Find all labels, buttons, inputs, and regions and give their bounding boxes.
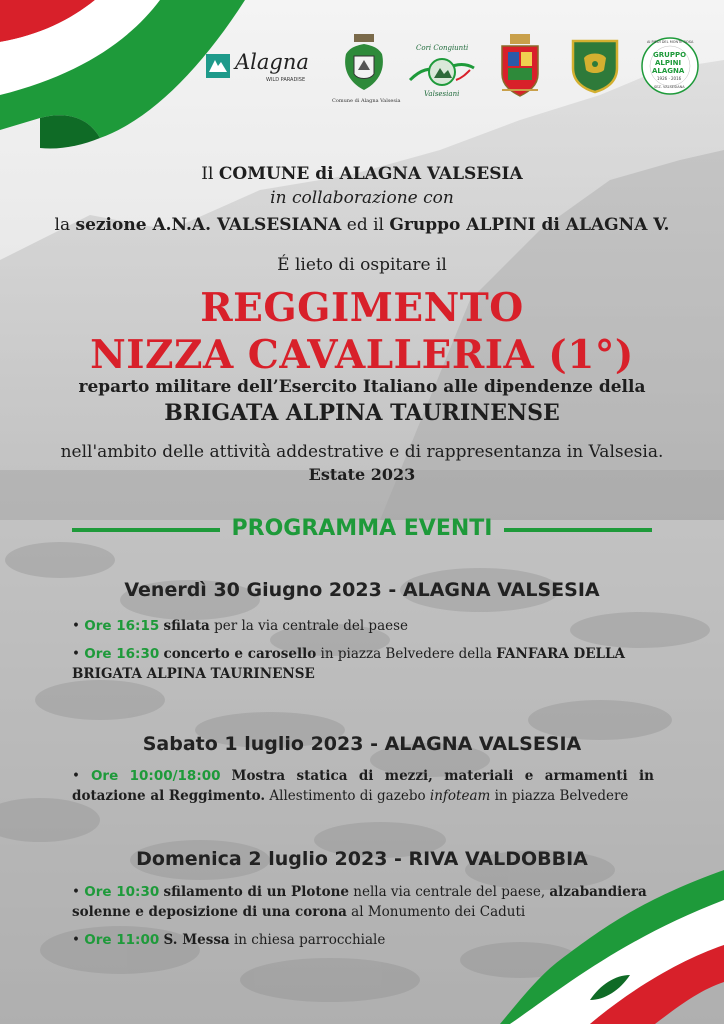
subtitle-ambito: nell'ambito delle attività addestrative e di rappresentanza in Valsesia. [60, 442, 664, 462]
event-item: • Ore 10:30 sfilamento di un Plotone nella via centrale del paese, alzabandiera solenne e deposizione di una corona al Monumento dei Caduti [72, 884, 647, 920]
gruppo-line2: ALPINI [655, 59, 682, 67]
gruppo-ring-top: AI PIEDI DEL MONTE ROSA [647, 40, 694, 44]
cori-valsesiani-logo [406, 44, 476, 102]
cori-text-bottom: Valsesiani [424, 90, 460, 98]
day-heading-sabato: Sabato 1 luglio 2023 - ALAGNA VALSESIA [142, 733, 582, 755]
day-heading-domenica: Domenica 2 luglio 2023 - RIVA VALDOBBIA [136, 848, 588, 870]
program-title: PROGRAMMA EVENTI [231, 516, 493, 541]
day-heading-venerdi: Venerdì 30 Giugno 2023 - ALAGNA VALSESIA [124, 579, 600, 601]
event-time: Ore 16:30 [84, 646, 160, 662]
comune-crest-icon [340, 34, 388, 94]
event-time: Ore 11:00 [84, 932, 160, 948]
intro-line-comune: Il COMUNE di ALAGNA VALSESIA [201, 164, 523, 184]
alagna-logo [206, 52, 316, 92]
comune-crest-logo [332, 34, 401, 106]
subtitle-reparto: reparto militare dell’Esercito Italiano alle dipendenze della [78, 377, 646, 397]
taurinense-bull-icon [570, 38, 620, 94]
gruppo-ring-bottom: SEZ. VALSESIANA [654, 85, 685, 89]
event-time: Ore 10:00/18:00 [90, 768, 221, 784]
regiment-coat-of-arms [498, 34, 542, 98]
gruppo-line3: ALAGNA [652, 67, 685, 75]
alagna-mark-icon [206, 54, 230, 78]
subtitle-brigata: BRIGATA ALPINA TAURINENSE [164, 400, 560, 426]
comune-caption: Comune di Alagna Valsesia [332, 98, 401, 104]
event-item: • Ore 11:00 S. Messa in chiesa parrocchiale [72, 932, 386, 948]
logo-bar [200, 34, 710, 114]
gruppo-alpini-alagna-logo [640, 36, 700, 96]
event-time: Ore 16:15 [84, 618, 160, 634]
intro-line-collaborazione: in collaborazione con [270, 188, 454, 208]
event-time: Ore 10:30 [84, 884, 160, 900]
title-reggimento: REGGIMENTO [200, 285, 524, 331]
intro-line-partners: la sezione A.N.A. VALSESIANA ed il Gruppo ALPINI di ALAGNA V. [54, 215, 670, 235]
cori-text-top: Cori Congiunti [416, 44, 469, 52]
alagna-logo-tagline: WILD PARADISE [266, 77, 306, 83]
event-item: • Ore 10:00/18:00 Mostra statica di mezzi, materiali e armamenti in dotazione al Reggimento. Allestimento di gazebo infoteam in piazza Belvedere [72, 768, 654, 804]
taurinense-shield-logo [570, 38, 620, 94]
gruppo-alpini: Gruppo ALPINI di ALAGNA V. [389, 215, 670, 235]
regiment-shield-icon [498, 34, 542, 98]
event-item: • Ore 16:15 sfilata per la via centrale del paese [72, 618, 409, 634]
ana-section: sezione A.N.A. VALSESIANA [75, 215, 342, 235]
subtitle-estate: Estate 2023 [308, 465, 416, 484]
alagna-logo-text: Alagna [235, 50, 309, 74]
gruppo-years: 1926 · 2016 [657, 76, 682, 81]
gruppo-line1: GRUPPO [653, 51, 687, 59]
event-item: • Ore 16:30 concerto e carosello in piazza Belvedere della FANFARA DELLA BRIGATA ALPINA TAURINENSE [72, 646, 625, 682]
intro-line-ospitare: É lieto di ospitare il [277, 255, 447, 275]
comune-name: COMUNE di ALAGNA VALSESIA [218, 164, 523, 184]
title-nizza-cavalleria: NIZZA CAVALLERIA (1°) [90, 332, 634, 378]
